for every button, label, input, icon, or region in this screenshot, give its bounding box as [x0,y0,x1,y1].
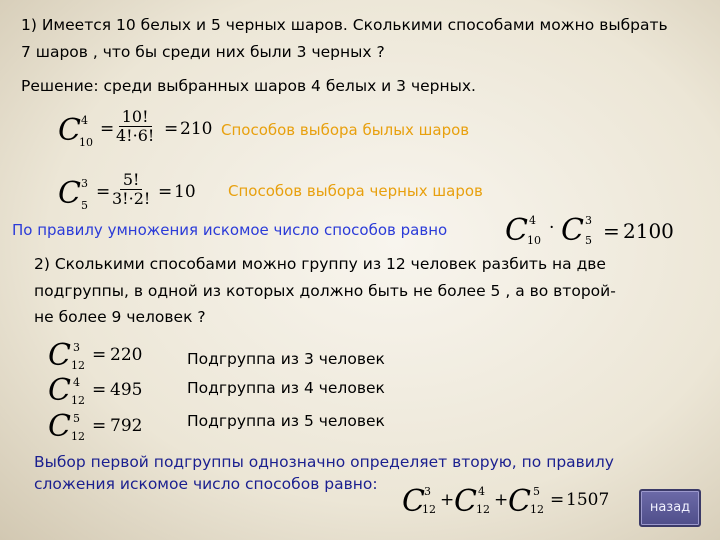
product-formula: C 4 10 · C 3 5 = 2100 [505,213,674,248]
product-dot: · [549,218,555,238]
subgroup-result: 220 [110,345,143,365]
formula-result: 10 [174,182,196,202]
fraction-numerator: 10! [119,108,152,127]
problem2-line2: подгруппы, в одной из которых должно быть не более 5 , а во второй- [34,282,616,300]
conclusion-line1: Выбор первой подгруппы однозначно определяет вторую, по правилу [34,453,614,471]
formula-c-5-3: C 3 5 = $\frac{5!}{3!\cdot 2!}$ = 10 [58,170,196,212]
subgroup-label-4: Подгруппа из 4 человек [187,379,385,397]
conclusion-line2: сложения искомое число способов равно: [34,475,378,493]
product-a-sup: 4 [529,214,536,227]
problem1-line2: 7 шаров , что бы среди них были 3 черных ? [21,43,385,61]
formula-sup: 3 [81,177,88,190]
problem1-solution: Решение: среди выбранных шаров 4 белых и 3 черных. [21,77,476,95]
problem2-line3: не более 9 человек ? [34,308,206,326]
formula-c-letter: C [58,113,81,148]
problem1-line1: 1) Имеется 10 белых и 5 черных шаров. Сколькими способами можно выбрать [21,16,668,34]
subgroup-formula-5: C 5 12 = 792 [48,409,143,444]
formula-c-letter: C [58,176,81,211]
subgroup-label-3: Подгруппа из 3 человек [187,350,385,368]
subgroup-label-5: Подгруппа из 5 человек [187,412,385,430]
fraction-numerator: 5! [120,171,143,190]
product-a-sub: 10 [527,234,541,247]
note-black-balls: Способов выбора черных шаров [228,182,483,200]
subgroup-formula-3: C 3 12 = 220 [48,338,143,373]
formula-c-10-4: C 4 10 = $\frac{10!}{4!\cdot 6!}$ = 210 [58,107,213,149]
formula-sub: 5 [81,199,88,212]
fraction-denominator: 4!·6! [116,126,155,145]
back-button[interactable]: назад [639,489,701,527]
formula-sup: 4 [81,114,88,127]
subgroup-result: 792 [110,416,143,436]
note-white-balls: Способов выбора былых шаров [221,121,470,139]
product-result: 2100 [623,219,674,243]
sum-result: 1507 [566,490,610,510]
problem2-line1: 2) Сколькими способами можно группу из 12 человек разбить на две [34,255,606,273]
formula-result: 210 [180,119,213,139]
subgroup-formula-4: C 4 12 = 495 [48,373,143,408]
product-b-sup: 3 [585,214,592,227]
formula-sub: 10 [79,136,93,149]
sum-formula: C 3 12 + C 4 12 + C 5 12 = 1507 [402,484,610,519]
product-b-sub: 5 [585,234,592,247]
subgroup-result: 495 [110,380,143,400]
fraction-denominator: 3!·2! [112,189,151,208]
product-rule-text: По правилу умножения искомое число способов равно [12,221,448,239]
